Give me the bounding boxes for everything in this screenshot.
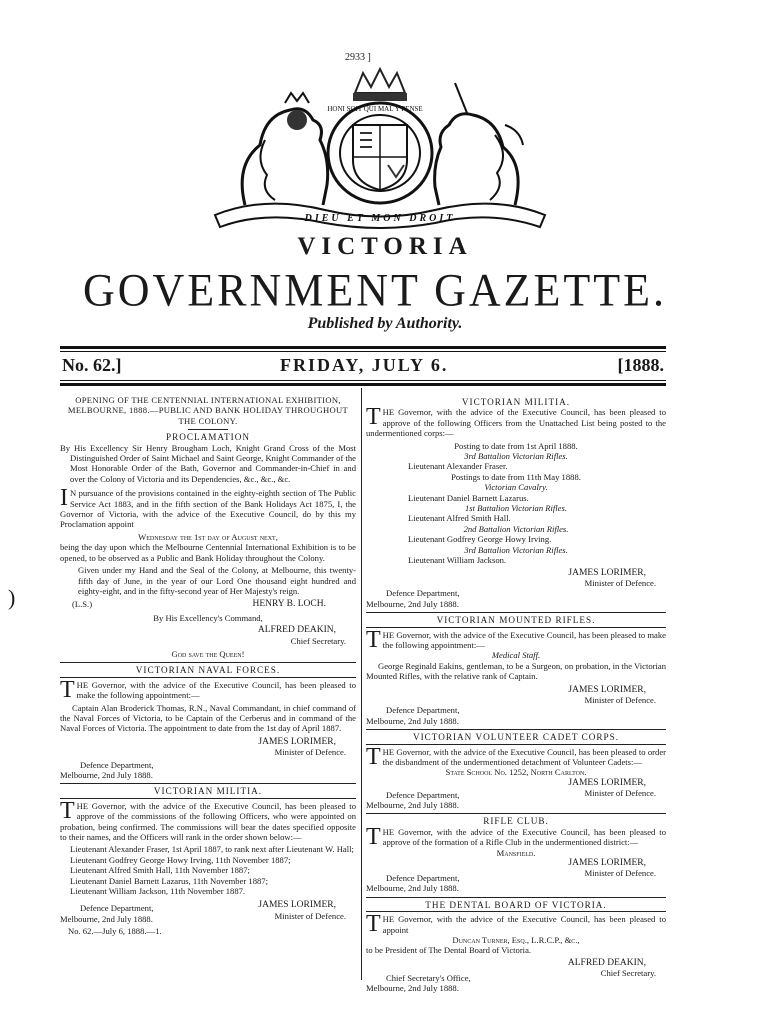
page-number: 2933 ] — [345, 52, 371, 63]
signature-loch: HENRY B. LOCH. — [252, 599, 326, 610]
locus-sigilli: (L.S.) — [72, 599, 93, 610]
published-by-authority: Published by Authority. — [307, 315, 463, 332]
naval-paragraph-2: Captain Alan Broderick Thomas, R.N., Naval Commandant, in chief command of the Naval Forces of Victoria, to be Captain of the Cerberus and in command of the Naval Forces of Victoria. The appointment to date from the 1st day of April 1887. — [60, 702, 356, 734]
defence-department: Defence Department, — [80, 759, 154, 770]
signature-lorimer-title: Minister of Defence. — [584, 788, 656, 799]
issue-year: [1888. — [617, 355, 664, 375]
column-divider — [361, 388, 362, 980]
militia-line: 3rd Battalion Victorian Rifles. — [464, 544, 568, 555]
militia-list-item: Lieutenant Alfred Smith Hall, 11th November 1887; — [70, 865, 250, 876]
divider — [366, 612, 666, 613]
militia-paragraph-right: THE Governor, with the advice of the Executive Council, has been pleased to approve of the following Officers from the Unattached List being posted to the undermentioned corps:— — [366, 404, 666, 439]
signature-lorimer: JAMES LORIMER, — [568, 858, 646, 869]
militia-heading-left: VICTORIAN MILITIA. — [153, 786, 263, 797]
signature-lorimer: JAMES LORIMER, — [258, 736, 336, 747]
militia-heading-right: VICTORIAN MILITIA. — [461, 397, 571, 407]
militia-line: 3rd Battalion Victorian Rifles. — [464, 451, 568, 462]
divider — [366, 729, 666, 730]
defence-department: Defence Department, — [386, 588, 460, 599]
signature-lorimer: JAMES LORIMER, — [258, 900, 336, 911]
militia-line: 1st Battalion Victorian Rifles. — [464, 503, 567, 514]
signature-lorimer: JAMES LORIMER, — [568, 567, 646, 578]
naval-paragraph-1: THE Governor, with the advice of the Executive Council, has been pleased to make the following appointment:— — [60, 676, 356, 703]
signature-lorimer-title: Minister of Defence. — [584, 577, 656, 588]
by-command: By His Excellency's Command, — [153, 612, 263, 623]
defence-department: Defence Department, — [386, 789, 460, 800]
chief-secretary-office: Chief Secretary's Office, — [386, 972, 471, 983]
divider — [366, 627, 666, 628]
cadet-school: State School No. 1252, North Carlton. — [445, 767, 587, 778]
signature-deakin: ALFRED DEAKIN, — [257, 625, 336, 636]
defence-date: Melbourne, 2nd July 1888. — [366, 598, 459, 609]
divider — [366, 911, 666, 912]
divider — [60, 783, 356, 784]
gazette-title-main: GOVERNMENT GAZETTE. — [82, 264, 668, 317]
issue-bar — [60, 355, 666, 377]
signature-deakin-title: Chief Secretary. — [290, 635, 346, 646]
naval-forces-heading: VICTORIAN NAVAL FORCES. — [135, 665, 281, 676]
militia-list-item: Lieutenant William Jackson, 11th November 1887. — [70, 886, 246, 897]
divider — [366, 744, 666, 745]
militia-line: Victorian Cavalry. — [484, 482, 548, 493]
militia-line: Lieutenant Alexander Fraser. — [408, 461, 508, 472]
militia-line: 2nd Battalion Victorian Rifles. — [463, 523, 569, 534]
signature-lorimer-title: Minister of Defence. — [584, 694, 656, 705]
rifle-district: Mansfield. — [496, 847, 536, 858]
defence-date: Melbourne, 2nd July 1888. — [366, 883, 459, 894]
defence-date: Melbourne, 2nd July 1888. — [60, 770, 153, 780]
proclamation-day: Wednesday the 1st day of August next, — [138, 531, 278, 542]
top-rule — [60, 346, 666, 349]
signature-deakin: ALFRED DEAKIN, — [567, 957, 646, 968]
issue-number: No. 62.] — [62, 355, 122, 375]
issue-date: FRIDAY, JULY 6. — [280, 355, 449, 375]
exhibition-title: OPENING OF THE CENTENNIAL INTERNATIONAL EXHIBITION, MELBOURNE, 1888.—PUBLIC AND BANK HOLIDAY THROUGHOUT THE COLONY. — [67, 395, 349, 426]
defence-department: Defence Department, — [386, 872, 460, 883]
issue-rule — [60, 383, 666, 386]
mounted-paragraph-2: George Reginald Eakins, gentleman, to be a Surgeon, on probation, in the Victorian Mounted Rifles, with the relative rank of Captain. — [366, 660, 666, 682]
proclamation-given: Given under my Hand and the Seal of the Colony, at Melbourne, this twenty-fifth day of June, in the year of our Lord One thousand eight hundred and eighty-eight, and in the fifty-second year of Her Majesty's reign. — [78, 565, 356, 596]
dental-paragraph-2: to be President of The Dental Board of Victoria. — [366, 945, 532, 956]
signature-lorimer-title: Minister of Defence. — [274, 747, 346, 758]
proclamation-paragraph-1: IN pursuance of the provisions contained in the eighty-eighth section of The Public Service Act 1883, and in the fifth section of the Bank Holidays Act 1875, I, the Governor of Victoria, with the advice of the Executive Council, do by this my Proclamation appoint — [60, 485, 356, 530]
gazette-title-victoria: VICTORIA — [297, 233, 473, 260]
defence-department: Defence Department, — [80, 903, 154, 914]
militia-list-item: Lieutenant Daniel Barnett Lazarus, 11th November 1887; — [70, 875, 268, 886]
signature-lorimer: JAMES LORIMER, — [568, 684, 646, 695]
defence-date: Melbourne, 2nd July 1888. — [60, 913, 153, 924]
militia-line: Lieutenant Daniel Barnett Lazarus. — [408, 492, 529, 503]
militia-line: Lieutenant William Jackson. — [408, 555, 507, 566]
issue-footer: No. 62.—July 6, 1888.—1. — [68, 926, 162, 937]
seal-signature-row — [60, 599, 356, 609]
dental-name: Duncan Turner, Esq., L.R.C.P., &c., — [452, 934, 580, 945]
cadet-corps-heading: VICTORIAN VOLUNTEER CADET CORPS. — [412, 732, 620, 743]
divider — [366, 813, 666, 814]
militia-line: Lieutenant Alfred Smith Hall. — [408, 513, 511, 524]
mounted-paragraph-1: THE Governor, with the advice of the Executive Council, has been pleased to make the following appointment:— — [366, 626, 666, 653]
militia-list-item: Lieutenant Godfrey George Howy Irving, 11th November 1887; — [70, 854, 291, 865]
divider — [60, 677, 356, 678]
proclamation-paragraph-2: being the day upon which the Melbourne Centennial International Exhibition is to be opened, to be observed as a Public and Bank Holiday throughout the Colony. — [60, 542, 356, 563]
rifle-club-heading: RIFLE CLUB. — [483, 816, 549, 827]
dental-board-heading: THE DENTAL BOARD OF VICTORIA. — [425, 899, 607, 910]
mounted-staff: Medical Staff. — [491, 650, 541, 661]
rifle-paragraph: THE Governor, with the advice of the Executive Council, has been pleased to approve of the formation of a Rifle Club in the undermentioned district:— — [366, 823, 666, 850]
militia-paragraph-left: THE Governor, with the advice of the Executive Council, has been pleased to approve of the commissions of the following Officers, who were appointed on probation, being confirmed. The commissions will bear the dates specified opposite to their names, and the Officers will rank in the order shown below:— — [60, 797, 356, 843]
divider — [60, 798, 356, 799]
chief-secretary-date: Melbourne, 2nd July 1888. — [366, 982, 459, 993]
divider — [188, 429, 228, 430]
signature-lorimer: JAMES LORIMER, — [568, 777, 646, 788]
royal-coat-of-arms — [205, 65, 555, 230]
garter-motto: HONI SOIT QUI MAL Y PENSE — [327, 105, 423, 113]
signature-lorimer-title: Minister of Defence. — [274, 910, 346, 921]
margin-mark: ) — [8, 585, 16, 610]
militia-line: Postings to date from 11th May 1888. — [451, 471, 581, 482]
proclamation-by: By His Excellency Sir Henry Brougham Loch, Knight Grand Cross of the Most Distinguished Order of Saint Michael and Saint George, Knight Commander of the Most Honorable Order of the Bath, Governor and Commander-in-Chief in and over the Colony of Victoria and its Dependencies, &c., &c., &c. — [60, 442, 356, 484]
militia-line: Lieutenant Godfrey George Howy Irving. — [408, 534, 552, 545]
right-column — [366, 395, 666, 993]
left-column — [60, 395, 356, 937]
top-rule-thin — [60, 351, 666, 352]
signature-lorimer-title: Minister of Defence. — [584, 868, 656, 879]
issue-rule-thin — [60, 380, 666, 381]
defence-date: Melbourne, 2nd July 1888. — [366, 800, 459, 811]
divider — [366, 897, 666, 898]
militia-line: Posting to date from 1st April 1888. — [454, 440, 578, 451]
cadet-paragraph: THE Governor, with the advice of the Executive Council, has been pleased to order the disbandment of the undermentioned detachment of Volunteer Cadets:— — [366, 743, 666, 770]
proclamation-heading: PROCLAMATION — [166, 432, 250, 443]
defence-department: Defence Department, — [386, 705, 460, 716]
militia-list-item: Lieutenant Alexander Fraser, 1st April 1887, to rank next after Lieutenant W. Hall; — [70, 844, 354, 855]
mounted-rifles-heading: VICTORIAN MOUNTED RIFLES. — [436, 615, 596, 626]
ribbon-motto: DIEU ET MON DROIT — [304, 213, 456, 224]
defence-date: Melbourne, 2nd July 1888. — [366, 715, 459, 726]
divider — [60, 662, 356, 663]
god-save-the-queen: God save the Queen! — [171, 648, 245, 659]
signature-deakin-title: Chief Secretary. — [600, 968, 656, 979]
dental-paragraph-1: THE Governor, with the advice of the Executive Council, has been pleased to appoint — [366, 911, 666, 938]
